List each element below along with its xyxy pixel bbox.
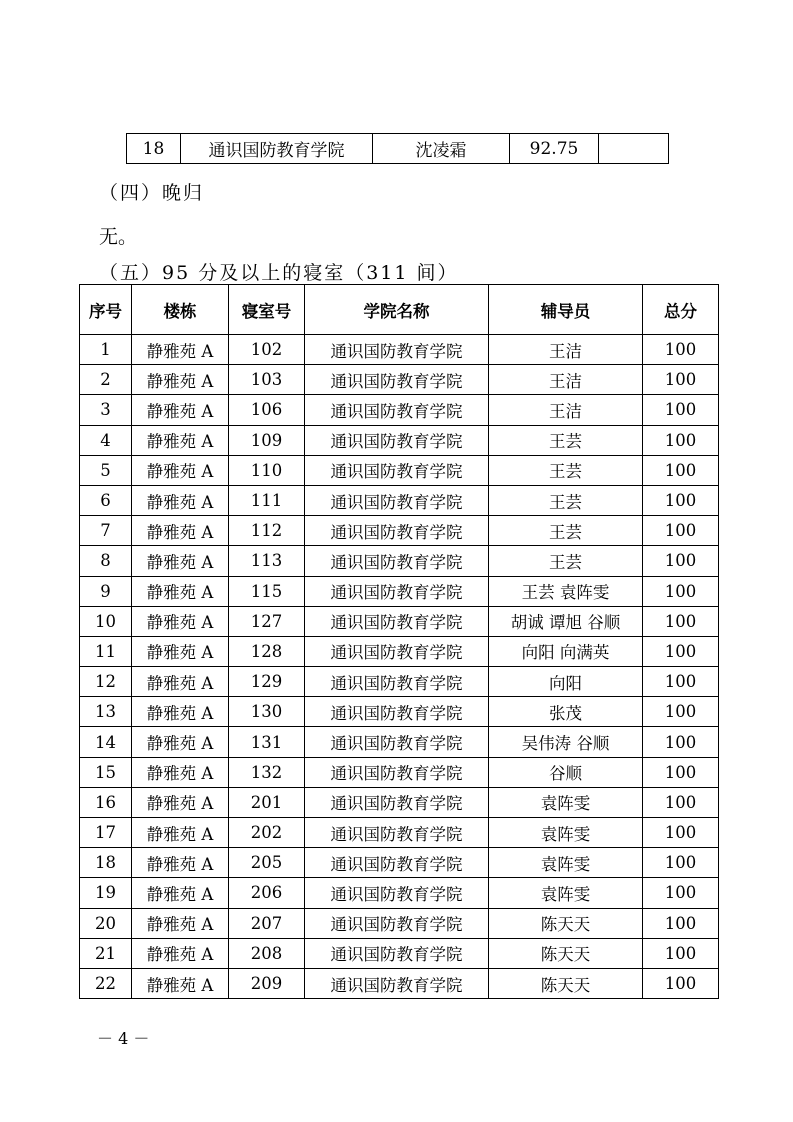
table-body <box>80 335 719 999</box>
table-cell: 陈天天 <box>489 908 643 938</box>
table-cell: 通识国防教育学院 <box>181 134 373 164</box>
page-number: － 4 － <box>97 1029 150 1048</box>
table-cell: 115 <box>229 576 305 606</box>
table-cell: 13 <box>80 697 132 727</box>
table-cell: 14 <box>80 727 132 757</box>
table-cell: 11 <box>80 636 132 666</box>
table-row <box>80 636 719 666</box>
table-cell: 通识国防教育学院 <box>305 938 489 968</box>
table-cell: 4 <box>80 425 132 455</box>
table-cell: 20 <box>80 908 132 938</box>
table-cell: 王芸 袁阵雯 <box>489 576 643 606</box>
table-cell: 沈凌霜 <box>373 134 510 164</box>
table-cell: 通识国防教育学院 <box>305 546 489 576</box>
table-cell: 静雅苑 A <box>132 606 229 636</box>
table-row <box>80 908 719 938</box>
table-cell: 陈天天 <box>489 938 643 968</box>
column-header-college: 学院名称 <box>305 285 489 335</box>
table-cell: 通识国防教育学院 <box>305 365 489 395</box>
table-cell: 6 <box>80 485 132 515</box>
table-cell: 通识国防教育学院 <box>305 395 489 425</box>
table-cell: 通识国防教育学院 <box>305 335 489 365</box>
table-row <box>80 365 719 395</box>
table-row <box>80 455 719 485</box>
table-cell: 通识国防教育学院 <box>305 968 489 998</box>
table-cell: 100 <box>643 576 719 606</box>
table-cell: 18 <box>80 848 132 878</box>
table-cell: 通识国防教育学院 <box>305 425 489 455</box>
table-cell: 王芸 <box>489 516 643 546</box>
table-cell: 静雅苑 A <box>132 485 229 515</box>
table-cell: 15 <box>80 757 132 787</box>
table-cell: 202 <box>229 818 305 848</box>
table-row <box>80 335 719 365</box>
column-header-score: 总分 <box>643 285 719 335</box>
table-row <box>80 546 719 576</box>
section-text-none: 无。 <box>99 226 138 248</box>
table-cell: 100 <box>643 546 719 576</box>
table-cell: 106 <box>229 395 305 425</box>
table-cell: 谷顺 <box>489 757 643 787</box>
table-cell: 100 <box>643 667 719 697</box>
table-cell: 通识国防教育学院 <box>305 516 489 546</box>
table-cell: 通识国防教育学院 <box>305 576 489 606</box>
table-cell: 100 <box>643 938 719 968</box>
table-row <box>80 485 719 515</box>
table-cell: 静雅苑 A <box>132 908 229 938</box>
table-row <box>80 727 719 757</box>
table-cell: 201 <box>229 787 305 817</box>
table-row <box>80 425 719 455</box>
dorm-score-table <box>79 284 719 999</box>
table-cell: 92.75 <box>510 134 599 164</box>
table-cell: 胡诚 谭旭 谷顺 <box>489 606 643 636</box>
table-row <box>80 576 719 606</box>
table-cell: 100 <box>643 365 719 395</box>
table-cell: 100 <box>643 636 719 666</box>
table-cell: 通识国防教育学院 <box>305 787 489 817</box>
table-cell: 100 <box>643 727 719 757</box>
column-header-counselor: 辅导员 <box>489 285 643 335</box>
table-cell: 王洁 <box>489 395 643 425</box>
table-row <box>80 968 719 998</box>
table-row <box>80 606 719 636</box>
table-cell: 109 <box>229 425 305 455</box>
table-cell: 110 <box>229 455 305 485</box>
table-cell: 19 <box>80 878 132 908</box>
table-cell: 静雅苑 A <box>132 878 229 908</box>
table-cell: 静雅苑 A <box>132 546 229 576</box>
table-cell: 通识国防教育学院 <box>305 818 489 848</box>
table-cell: 100 <box>643 878 719 908</box>
table-cell: 静雅苑 A <box>132 968 229 998</box>
table-cell: 5 <box>80 455 132 485</box>
table-cell: 静雅苑 A <box>132 667 229 697</box>
table-cell: 129 <box>229 667 305 697</box>
table-cell: 7 <box>80 516 132 546</box>
table-cell: 206 <box>229 878 305 908</box>
table-cell: 袁阵雯 <box>489 878 643 908</box>
table-cell: 静雅苑 A <box>132 727 229 757</box>
table-cell: 128 <box>229 636 305 666</box>
table-cell: 100 <box>643 908 719 938</box>
table-cell: 100 <box>643 455 719 485</box>
table-cell: 100 <box>643 485 719 515</box>
table-cell: 3 <box>80 395 132 425</box>
table-cell: 22 <box>80 968 132 998</box>
table-cell: 王芸 <box>489 546 643 576</box>
table-cell: 100 <box>643 697 719 727</box>
table-cell: 100 <box>643 395 719 425</box>
table-cell: 静雅苑 A <box>132 576 229 606</box>
table-cell: 112 <box>229 516 305 546</box>
table-row <box>127 134 669 164</box>
table-cell: 18 <box>127 134 181 164</box>
table-cell: 17 <box>80 818 132 848</box>
table-cell: 205 <box>229 848 305 878</box>
table-cell: 静雅苑 A <box>132 455 229 485</box>
table-cell: 132 <box>229 757 305 787</box>
table-cell: 静雅苑 A <box>132 787 229 817</box>
table-cell: 8 <box>80 546 132 576</box>
section-heading-late-return: （四）晚归 <box>99 182 205 204</box>
table-cell: 静雅苑 A <box>132 425 229 455</box>
table-cell: 向阳 <box>489 667 643 697</box>
table-cell: 通识国防教育学院 <box>305 697 489 727</box>
table-cell: 1 <box>80 335 132 365</box>
table-cell: 王芸 <box>489 455 643 485</box>
table-cell: 10 <box>80 606 132 636</box>
table-row <box>80 757 719 787</box>
previous-table-tail <box>126 133 669 164</box>
table-cell: 静雅苑 A <box>132 335 229 365</box>
table-row <box>80 818 719 848</box>
table-row <box>80 848 719 878</box>
table-cell: 陈天天 <box>489 968 643 998</box>
table-cell: 103 <box>229 365 305 395</box>
table-cell: 王洁 <box>489 335 643 365</box>
table-cell: 王洁 <box>489 365 643 395</box>
table-header-row <box>80 285 719 335</box>
table-cell: 通识国防教育学院 <box>305 636 489 666</box>
table-row <box>80 395 719 425</box>
table-cell: 袁阵雯 <box>489 848 643 878</box>
table-cell: 111 <box>229 485 305 515</box>
table-cell: 静雅苑 A <box>132 395 229 425</box>
table-cell: 通识国防教育学院 <box>305 727 489 757</box>
table-cell: 127 <box>229 606 305 636</box>
table-cell: 100 <box>643 968 719 998</box>
table-cell: 静雅苑 A <box>132 516 229 546</box>
table-cell: 100 <box>643 757 719 787</box>
table-cell: 2 <box>80 365 132 395</box>
column-header-index: 序号 <box>80 285 132 335</box>
table-cell: 102 <box>229 335 305 365</box>
table-cell: 静雅苑 A <box>132 365 229 395</box>
table-cell: 王芸 <box>489 425 643 455</box>
section-heading-top-dorms: （五）95 分及以上的寝室（311 间） <box>99 262 459 284</box>
table-cell: 21 <box>80 938 132 968</box>
table-cell: 通识国防教育学院 <box>305 485 489 515</box>
table-cell: 吴伟涛 谷顺 <box>489 727 643 757</box>
table-cell: 100 <box>643 335 719 365</box>
table-cell: 12 <box>80 667 132 697</box>
table-cell: 静雅苑 A <box>132 848 229 878</box>
table-cell: 100 <box>643 606 719 636</box>
table-cell: 张茂 <box>489 697 643 727</box>
table-cell: 袁阵雯 <box>489 787 643 817</box>
table-cell: 通识国防教育学院 <box>305 908 489 938</box>
table-cell <box>599 134 669 164</box>
table-row <box>80 697 719 727</box>
table-cell: 100 <box>643 787 719 817</box>
table-cell: 209 <box>229 968 305 998</box>
table-row <box>80 878 719 908</box>
table-cell: 208 <box>229 938 305 968</box>
table-cell: 袁阵雯 <box>489 818 643 848</box>
table-cell: 静雅苑 A <box>132 697 229 727</box>
table-row <box>80 667 719 697</box>
table-cell: 通识国防教育学院 <box>305 848 489 878</box>
table-cell: 113 <box>229 546 305 576</box>
table-cell: 通识国防教育学院 <box>305 757 489 787</box>
column-header-room: 寝室号 <box>229 285 305 335</box>
table-cell: 207 <box>229 908 305 938</box>
table-cell: 王芸 <box>489 485 643 515</box>
table-cell: 静雅苑 A <box>132 938 229 968</box>
table-cell: 131 <box>229 727 305 757</box>
table-cell: 130 <box>229 697 305 727</box>
column-header-building: 楼栋 <box>132 285 229 335</box>
table-cell: 向阳 向满英 <box>489 636 643 666</box>
table-row <box>80 516 719 546</box>
table-cell: 静雅苑 A <box>132 757 229 787</box>
table-cell: 100 <box>643 425 719 455</box>
table-cell: 通识国防教育学院 <box>305 455 489 485</box>
table-cell: 9 <box>80 576 132 606</box>
table-cell: 100 <box>643 516 719 546</box>
table-row <box>80 938 719 968</box>
table-cell: 通识国防教育学院 <box>305 667 489 697</box>
table-cell: 100 <box>643 848 719 878</box>
table-cell: 通识国防教育学院 <box>305 878 489 908</box>
table-cell: 16 <box>80 787 132 817</box>
table-cell: 静雅苑 A <box>132 636 229 666</box>
table-cell: 100 <box>643 818 719 848</box>
table-cell: 静雅苑 A <box>132 818 229 848</box>
table-cell: 通识国防教育学院 <box>305 606 489 636</box>
table-row <box>80 787 719 817</box>
